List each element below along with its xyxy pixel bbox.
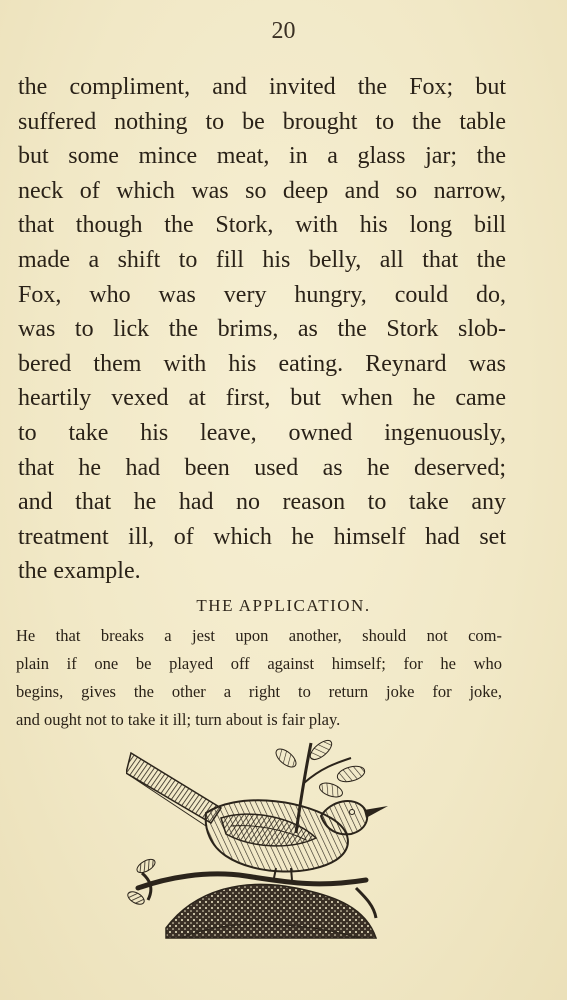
body-line: suffered nothing to be brought to the table xyxy=(18,108,506,135)
body-line: to take his leave, owned ingenuously, xyxy=(18,419,506,446)
body-line: bered them with his eating. Reynard was xyxy=(18,350,506,377)
body-line: treatment ill, of which he himself had set xyxy=(18,523,506,550)
bird-on-branch-woodcut-icon xyxy=(126,738,416,950)
body-line: was to lick the brims, as the Stork slob- xyxy=(18,316,506,343)
body-line: Fox, who was very hungry, could do, xyxy=(18,281,506,308)
application-line: and ought not to take it ill; turn about is fair play. xyxy=(16,710,341,729)
body-line: the compliment, and invited the Fox; but xyxy=(18,74,506,100)
application-text xyxy=(16,622,502,734)
body-line: and that he had no reason to take any xyxy=(18,489,506,516)
body-line: made a shift to fill his belly, all that the xyxy=(18,246,506,273)
body-line: that he had been used as he deserved; xyxy=(18,454,506,481)
application-line: begins, gives the other a right to return joke for joke, xyxy=(16,682,502,701)
application-line: plain if one be played off against himself; for he who xyxy=(16,654,502,673)
body-line: that though the Stork, with his long bill xyxy=(18,212,506,239)
application-heading: THE APPLICATION. xyxy=(196,596,371,615)
page-number: 20 xyxy=(271,18,296,44)
body-line: the example. xyxy=(18,558,141,585)
fable-body-text xyxy=(18,70,506,589)
body-line: neck of which was so deep and so narrow, xyxy=(18,177,506,204)
body-line: heartily vexed at first, but when he came xyxy=(18,385,506,412)
body-line: but some mince meat, in a glass jar; the xyxy=(18,143,506,170)
application-line: He that breaks a jest upon another, should not com- xyxy=(16,626,502,645)
